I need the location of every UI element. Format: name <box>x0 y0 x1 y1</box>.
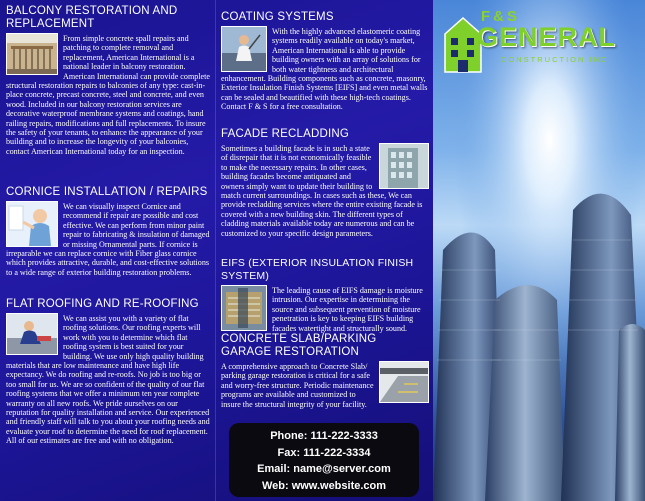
contact-phone[interactable]: Phone: 111-222-3333 <box>270 430 378 442</box>
logo-initials: F&S <box>481 8 520 25</box>
balcony-body: From simple concrete spall repairs and patching to complete removal and replacement, American International is a national leader in balcony restoration. American International can provide complete structural restoration repairs to balconies of any type: cast-in-place concrete, precast concrete, steel and concrete, and even wood. Included in our balcony restoration services are decorative waterproof membrane systems and coatings, hand railing repairs, modifications and full replacements. To insure the safety of your tenants, to enhance the appearance of your building and to increase the longevity of your balconies, contact American International today for an inspection. <box>6 34 210 156</box>
balcony-section <box>6 5 211 156</box>
roofing-photo-icon <box>6 313 58 355</box>
contact-website[interactable]: Web: www.website.com <box>261 479 387 492</box>
cornice-body: We can visually inspect Cornice and recommend if repair are possible and cost effective. We can perform from minor paint repair to fabricating & insulation of damaged or missing Ornamental parts. If cornice is irreparable we can replace cornice with Fiber glass cornice which provides attractive, durable, and cost-effective solutions to a wide range of exterior building restoration problems. <box>6 202 210 277</box>
facade-body: Sometimes a building facade is in such a state of disrepair that it is not economically feasible to make the necessary repairs. In other cases, building facades become antiquated and owners simply want to update their building to match current surroundings. In cases such as these, We can provide recladding services where the entire existing facade is covered with a new building skin. The different types of cladding materials available today are numerous and can be customized to your specific design parameters. <box>221 144 423 238</box>
contact-email[interactable]: Email: name@server.com <box>257 463 391 475</box>
slab-photo-icon <box>379 361 429 403</box>
coating-title: COATING SYSTEMS <box>221 11 334 23</box>
logo-subtitle: CONSTRUCTION INC <box>501 55 609 64</box>
cornice-section <box>6 186 211 277</box>
company-logo <box>443 8 639 78</box>
slab-body: A comprehensive approach to Concrete Slab/ parking garage restoration is critical for a safe and worry-free structure. Periodic maintenance programs are available and customized to insure the structural integrity of your facility. <box>221 362 374 409</box>
left-panel <box>0 0 215 501</box>
slab-title: CONCRETE SLAB/PARKING GARAGE RESTORATION <box>221 333 377 358</box>
cornice-photo-icon <box>6 201 58 247</box>
eifs-body: The leading cause of EIFS damage is moisture intrusion. Our expertise in determining the source and subsequent prevention of moisture penetration is key to keeping EIFS building facades watertight and structurally sound. <box>272 286 423 333</box>
contact-box <box>229 423 419 497</box>
coating-section <box>221 11 429 112</box>
eifs-title: EIFS (EXTERIOR INSULATION FINISH SYSTEM) <box>221 257 414 282</box>
roofing-body: We can assist you with a variety of flat roofing solutions. Our roofing experts will work with you to determine which flat roofing system is best suited for your building. We use only high quality building materials that are low maintenance and have high life expectancy. We do roofing and re-roofs. No job is too big or too small for us. We are so confident of the quality of our flat roofing systems that we offer a minimum ten year complete warranty on all new roofs. We pride ourselves on our reputation for quality installation and service. Our experienced and friendly staff will talk to you about your roofing needs and evaluate your roof to determine the need for roof replacement. All of our estimates are free and with no obligation. <box>6 314 210 446</box>
coating-body: With the highly advanced elastomeric coating systems readily available on today's market, American International is able to provide building owners with an array of solutions for both water tightness and architectural enhancement. Building components such as concrete, masonry, Exterior Insulation Finish Systems [EIFS] and even metal walls can be sealed and beautified with these high-tech coatings. Contact F & S for a free consultation. <box>221 27 428 112</box>
facade-section <box>221 128 429 238</box>
facade-photo-icon <box>379 143 429 189</box>
roofing-title: FLAT ROOFING AND RE-ROOFING <box>6 298 199 310</box>
roofing-section <box>6 298 211 446</box>
balcony-photo-icon <box>6 33 58 75</box>
eifs-photo-icon <box>221 285 267 331</box>
cornice-title: CORNICE INSTALLATION / REPAIRS <box>6 186 208 198</box>
cover-panel <box>433 0 645 501</box>
facade-title: FACADE RECLADDING <box>221 128 350 140</box>
eifs-section <box>221 257 429 333</box>
logo-wordmark: GENERAL <box>477 22 617 52</box>
balcony-title: BALCONY RESTORATION AND REPLACEMENT <box>6 5 178 30</box>
contact-fax: Fax: 111-222-3334 <box>277 446 371 459</box>
slab-section <box>221 333 429 409</box>
coating-photo-icon <box>221 26 267 72</box>
